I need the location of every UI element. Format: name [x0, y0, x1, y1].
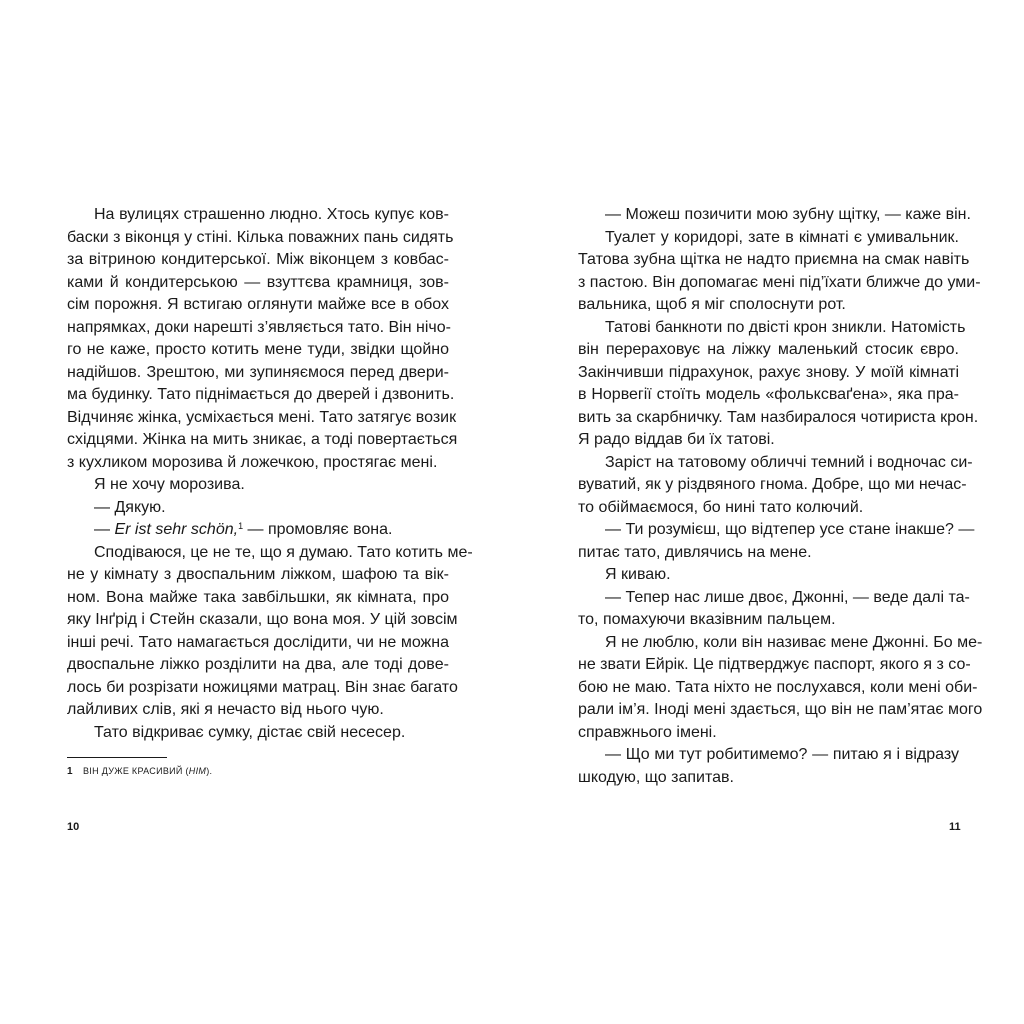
- page-number-right: 11: [949, 821, 961, 833]
- footnote: [67, 764, 212, 779]
- footnote-text: [83, 766, 212, 776]
- right-page: [512, 0, 1024, 1024]
- text-line: Туалет у коридорі, зате в кімнаті є умивальник.: [605, 228, 959, 246]
- text-line: вуватий, як у різдвяного гнома. Добре, що ми нечас-: [578, 476, 967, 493]
- text-line: надійшов. Зрештою, ми зупиняємося перед двери-: [67, 363, 449, 381]
- quote-continuation: — промовляє вона.: [243, 521, 393, 538]
- page-number-left: 10: [67, 821, 80, 833]
- text-line: з пастою. Він допомагає мені під’їхати ближче до уми-: [578, 273, 981, 291]
- text-line: ками й кондитерською — взуттєва крамниця, зов-: [67, 273, 449, 291]
- text-line: Сподіваюся, це не те, що я думаю. Тато котить ме-: [94, 543, 473, 561]
- right-page-text: [578, 204, 983, 789]
- text-line: шкодую, що запитав.: [578, 768, 734, 786]
- text-line: На вулицях страшенно людно. Хтось купує ков-: [94, 206, 449, 223]
- text-line: Я киваю.: [605, 566, 671, 583]
- text-line: ма будинку. Тато піднімається до дверей і дзвонить.: [67, 386, 455, 403]
- text-line: Я радо віддав би їх татові.: [578, 431, 775, 448]
- text-line: східцями. Жінка на мить зникає, а тоді повертається: [67, 431, 458, 448]
- text-line: в Норвегії стоїть модель «фольксваґена», яка пра-: [578, 386, 959, 403]
- text-line: — Що ми тут робитимемо? — питаю я і відразу: [605, 746, 959, 763]
- text-line: рали ім’я. Іноді мені здається, що він не пам’ятає мого: [578, 701, 983, 718]
- footnote-text-main: ВІН ДУЖЕ КРАСИВИЙ (: [83, 766, 189, 776]
- text-line: Закінчивши підрахунок, рахує знову. У моїй кімнаті: [578, 363, 959, 381]
- footnote-language: НІМ: [188, 766, 207, 776]
- text-line: то обіймаємося, бо нині тато колючий.: [578, 498, 864, 516]
- text-line: не звати Ейрік. Це підтверджує паспорт, якого я з со-: [578, 656, 971, 673]
- text-line: то, помахуючи вказівним пальцем.: [578, 611, 836, 628]
- footnote-marker: 1: [238, 521, 244, 531]
- footnote-number: 1: [67, 766, 73, 777]
- text-line: лось би розрізати ножицями матрац. Він знає багато: [67, 678, 458, 696]
- text-line: за вітриною кондитерської. Між віконцем з ковбас-: [67, 251, 449, 268]
- text-line: Татові банкноти по двісті крон зникли. Натомість: [605, 318, 966, 336]
- text-line-with-footnote: [67, 519, 449, 542]
- text-line: — Дякую.: [94, 498, 166, 516]
- german-quote: Er ist sehr schön,: [114, 521, 239, 538]
- text-line: вить за скарбничку. Там назбиралося чотириста крон.: [578, 408, 979, 426]
- text-line: — Ти розумієш, що відтепер усе стане інакше? —: [605, 521, 975, 538]
- text-line: він перераховує на ліжку маленький стосик євро.: [578, 341, 959, 358]
- text-line: — Можеш позичити мою зубну щітку, — каже він.: [605, 206, 971, 223]
- text-line: двоспальне ліжко розділити на два, але тоді довe-: [67, 656, 449, 673]
- left-page-text: [67, 204, 473, 744]
- text-line: Відчиняє жінка, усміхається мені. Тато затягує возик: [67, 408, 457, 426]
- text-line: вальника, щоб я міг сполоснути рот.: [578, 296, 846, 313]
- footnote-text-end: ).: [206, 766, 213, 776]
- text-line: бою не маю. Тата ніхто не послухався, коли мені оби-: [578, 678, 978, 696]
- text-line: Заріст на татовому обличчі темний і водночас си-: [605, 453, 973, 471]
- text-line: яку Інґрід і Стейн сказали, що вона моя. У цій зовсім: [67, 611, 458, 628]
- dash-prefix: —: [94, 521, 115, 538]
- text-line: не у кімнату з двоспальним ліжком, шафою та вік-: [67, 566, 449, 583]
- text-line: справжнього імені.: [578, 723, 717, 741]
- text-line: Татова зубна щітка не надто приємна на смак навіть: [578, 251, 970, 268]
- text-line: Я не люблю, коли він називає мене Джонні. Бо ме-: [605, 633, 983, 651]
- text-line: баски з віконця у стіні. Кілька поважних пань сидять: [67, 228, 454, 246]
- text-line: Тато відкриває сумку, дістає свій несесер.: [94, 723, 406, 741]
- text-line: напрямках, доки нарешті з’являється тато. Він нічо-: [67, 318, 451, 336]
- footnote-divider: [67, 757, 167, 758]
- text-line: ном. Вона майже така завбільшки, як кімната, про: [67, 588, 449, 606]
- text-line: інші речі. Тато намагається дослідити, чи не можна: [67, 633, 449, 651]
- text-line: питає тато, дивлячись на мене.: [578, 543, 812, 561]
- text-line: лайливих слів, які я нечасто від нього чую.: [67, 701, 384, 718]
- text-line: сім порожня. Я встигаю оглянути майже все в обох: [67, 296, 449, 313]
- text-line: Я не хочу морозива.: [94, 476, 245, 493]
- text-line: — Тепер нас лише двоє, Джонні, — веде далі та-: [605, 588, 970, 606]
- text-line: го не каже, просто котить мене туди, звідки щойно: [67, 341, 449, 358]
- text-line: з кухликом морозива й ложечкою, простягає мені.: [67, 453, 438, 471]
